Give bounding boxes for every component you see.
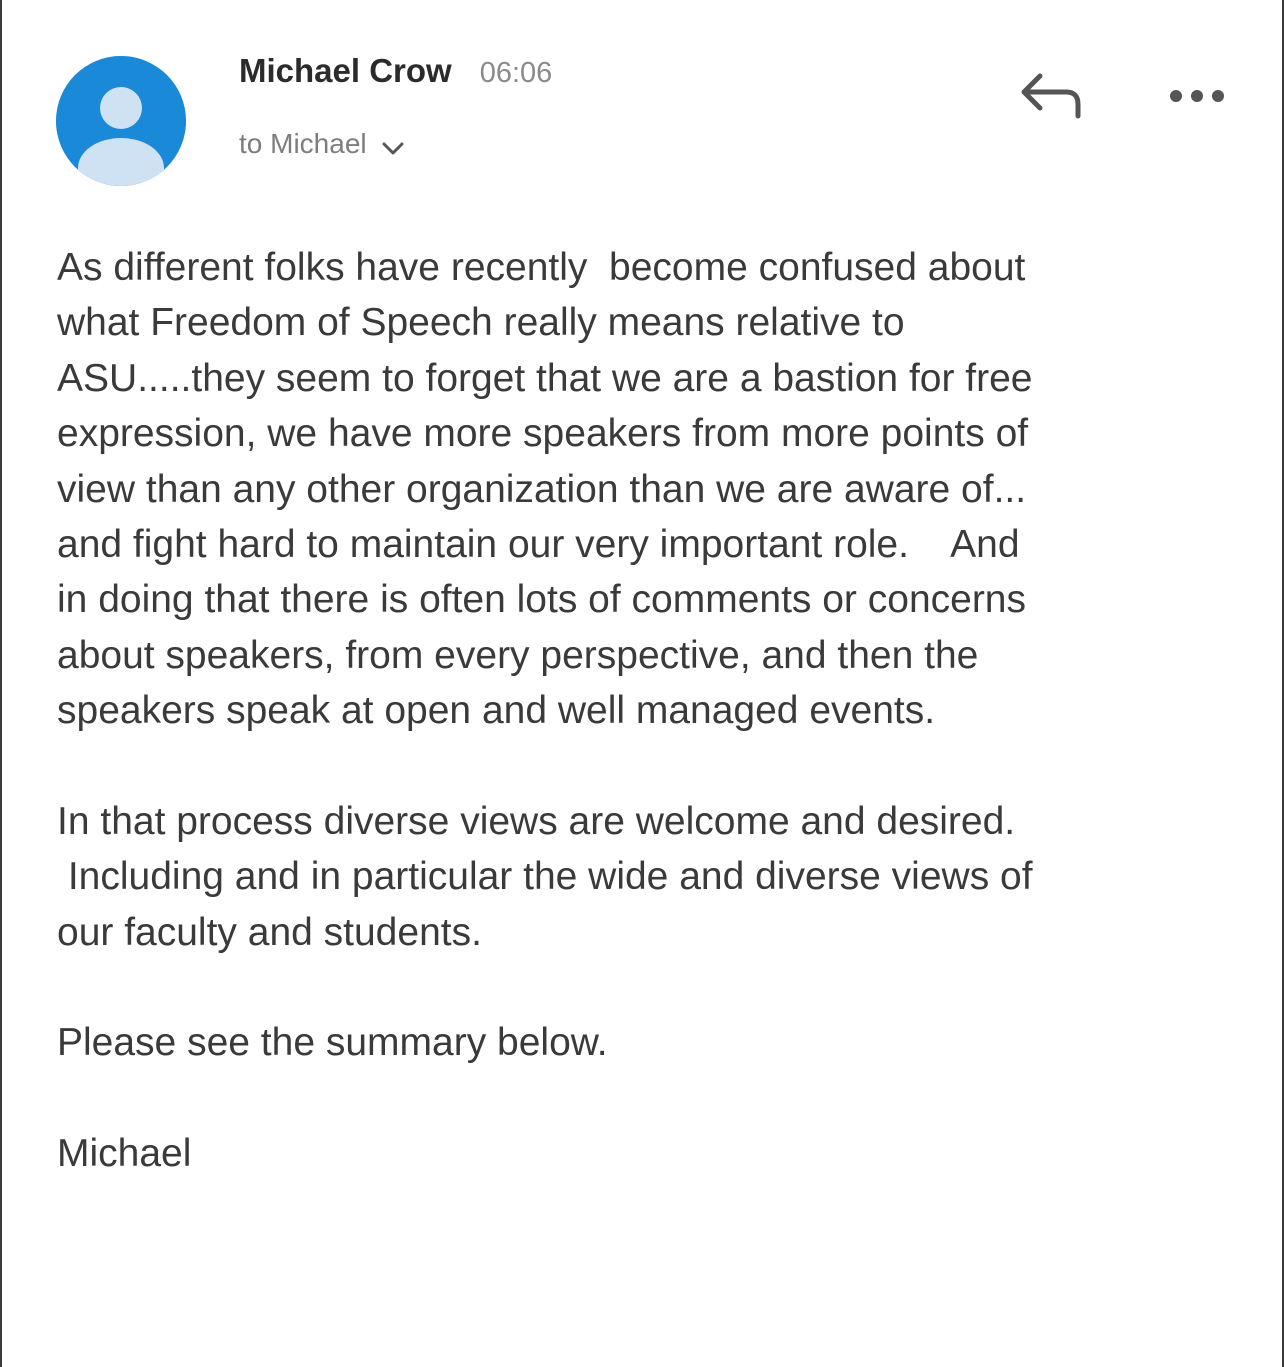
signature: Michael <box>57 1132 192 1176</box>
paragraph-gap <box>57 1071 1232 1126</box>
body-line: As different folks have recently become confused about <box>57 246 1026 289</box>
sender-avatar[interactable] <box>56 56 186 186</box>
body-line: Please see the summary below. <box>57 1021 608 1065</box>
sender-row <box>239 52 552 90</box>
more-options-button[interactable] <box>1162 76 1232 116</box>
body-line: and fight hard to maintain our very important role. And <box>57 522 1020 566</box>
reply-arrow-icon <box>1016 64 1088 126</box>
body-line: Including and in particular the wide and diverse views of <box>57 855 1033 899</box>
chevron-down-icon <box>381 140 405 156</box>
sender-name[interactable]: Michael Crow <box>239 52 452 89</box>
body-line: ASU.....they seem to forget that we are a bastion for free <box>57 356 1033 400</box>
paragraph-gap <box>57 739 1232 794</box>
message-time: 06:06 <box>479 57 553 89</box>
person-avatar-icon <box>56 56 186 186</box>
body-line: In that process diverse views are welcome and desired. <box>57 799 1016 843</box>
paragraph-gap <box>57 960 1232 1015</box>
body-line: in doing that there is often lots of comments or concerns <box>57 578 1027 622</box>
body-line: expression, we have more speakers from more points of <box>57 412 1029 456</box>
message-body <box>57 240 1232 1182</box>
recipient-details-toggle[interactable] <box>239 128 405 160</box>
body-line: what Freedom of Speech really means relative to <box>57 301 905 345</box>
reply-button[interactable] <box>1016 64 1088 126</box>
body-line: about speakers, from every perspective, and then the <box>57 633 979 677</box>
recipient-label: to Michael <box>239 128 367 159</box>
body-line: view than any other organization than we are aware of... <box>57 467 1027 511</box>
body-line: our faculty and students. <box>57 910 482 954</box>
more-dots-icon <box>1162 76 1232 116</box>
body-line: speakers speak at open and well managed events. <box>57 689 936 733</box>
